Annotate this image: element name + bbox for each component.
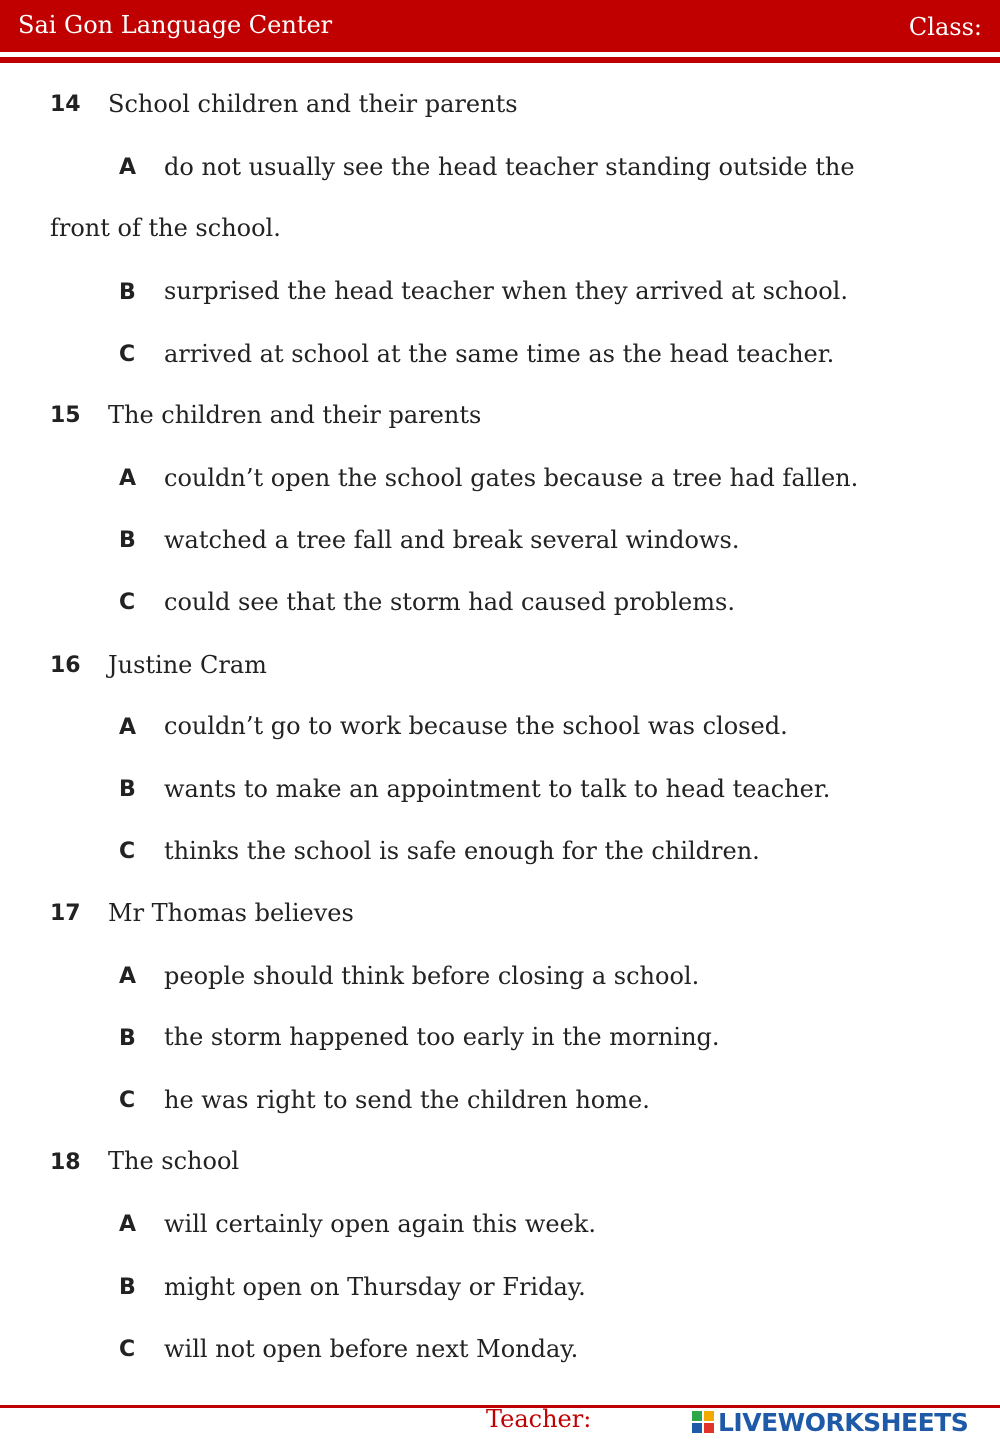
option-letter: B (119, 280, 136, 305)
option-letter: C (119, 1088, 136, 1113)
question-number: 15 (50, 403, 81, 428)
option-text: wants to make an appointment to talk to head teacher. (164, 775, 831, 803)
question-stem: The children and their parents (108, 401, 482, 429)
option-letter: A (119, 964, 137, 989)
option-text: surprised the head teacher when they arrived at school. (164, 277, 848, 305)
question-number: 16 (50, 653, 81, 678)
liveworksheets-logo-icon (692, 1411, 714, 1433)
question-number: 18 (50, 1150, 81, 1175)
question-stem: Justine Cram (108, 651, 267, 679)
option-text: will certainly open again this week. (164, 1210, 596, 1238)
brand-name: LIVEWORKSHEETS (718, 1407, 969, 1437)
option-text: thinks the school is safe enough for the children. (164, 837, 760, 865)
option-text: the storm happened too early in the morning. (164, 1023, 720, 1051)
option-letter: C (119, 839, 136, 864)
option-letter: C (119, 590, 136, 615)
question-number: 17 (50, 901, 81, 926)
option-text: he was right to send the children home. (164, 1086, 650, 1114)
option-letter: B (119, 1026, 136, 1051)
option-letter: A (119, 715, 137, 740)
option-letter: C (119, 342, 136, 367)
option-letter: C (119, 1337, 136, 1362)
option-text: couldn’t go to work because the school was closed. (164, 712, 788, 740)
class-label: Class: (908, 13, 982, 41)
question-stem: The school (108, 1147, 240, 1175)
option-text: couldn’t open the school gates because a tree had fallen. (164, 464, 859, 492)
option-text: will not open before next Monday. (164, 1335, 579, 1363)
option-text: people should think before closing a school. (164, 962, 700, 990)
teacher-label: Teacher: (486, 1405, 592, 1433)
option-text: arrived at school at the same time as the head teacher. (164, 340, 835, 368)
option-text-continuation: front of the school. (50, 214, 281, 242)
option-letter: B (119, 777, 136, 802)
option-text: might open on Thursday or Friday. (164, 1273, 586, 1301)
header-divider (0, 57, 1000, 63)
question-stem: School children and their parents (108, 90, 518, 118)
school-name: Sai Gon Language Center (18, 11, 333, 39)
option-letter: B (119, 528, 136, 553)
option-letter: A (119, 466, 137, 491)
option-text: could see that the storm had caused problems. (164, 588, 735, 616)
option-text: do not usually see the head teacher standing outside the (164, 153, 855, 181)
option-text: watched a tree fall and break several windows. (164, 526, 740, 554)
question-number: 14 (50, 92, 81, 117)
option-letter: A (119, 1212, 137, 1237)
option-letter: B (119, 1275, 136, 1300)
header-bar (0, 0, 1000, 52)
liveworksheets-brand[interactable] (692, 1406, 968, 1438)
question-stem: Mr Thomas believes (108, 899, 354, 927)
option-letter: A (119, 155, 137, 180)
